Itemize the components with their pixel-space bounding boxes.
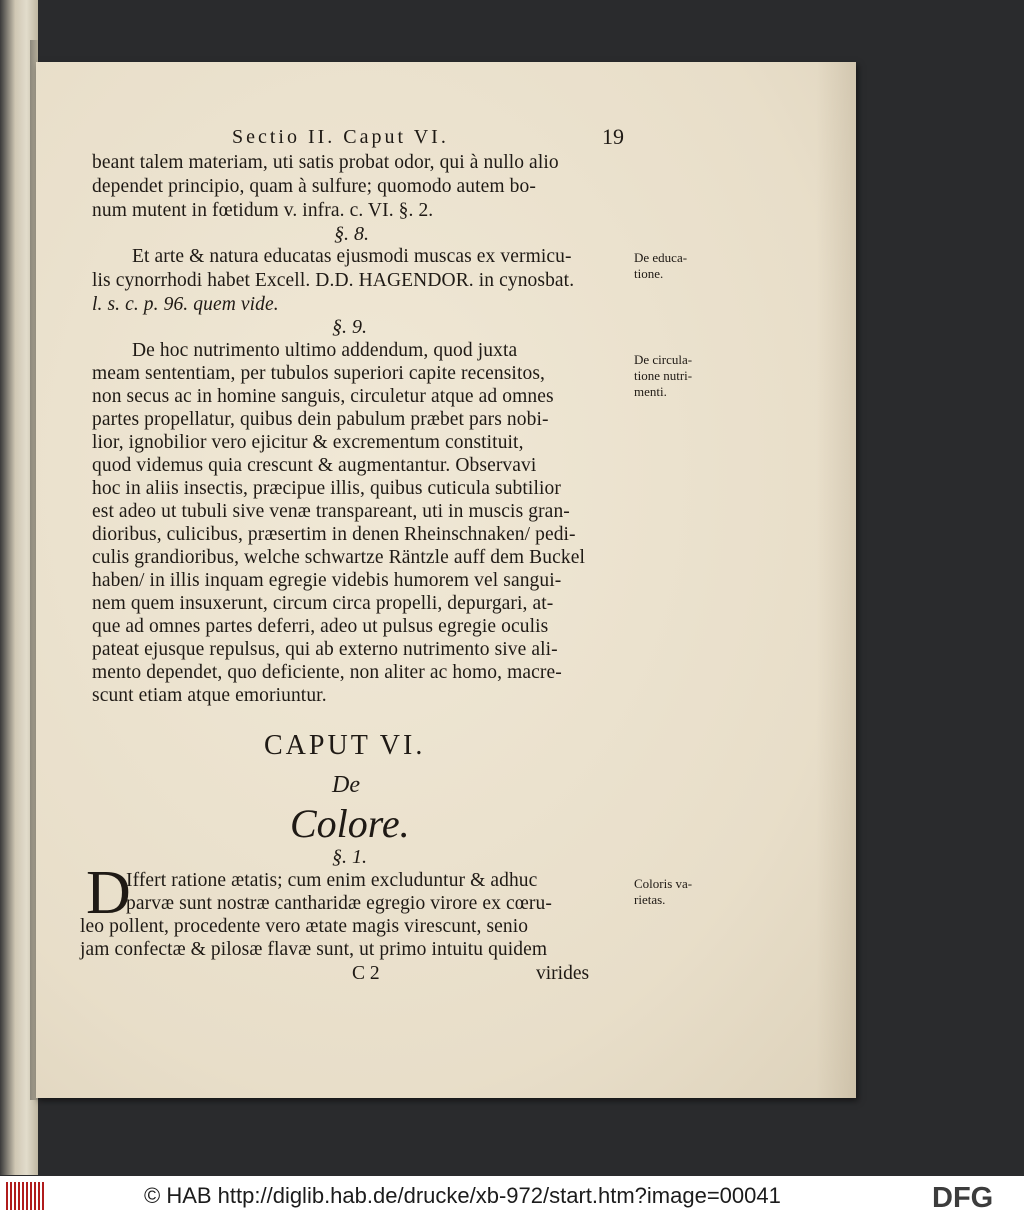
text-line: De hoc nutrimento ultimo addendum, quod juxta [132, 340, 518, 361]
text-line: culis grandioribus, welche schwartze Räntzle auff dem Buckel [92, 547, 585, 568]
page-number: 19 [602, 124, 624, 149]
catchword: virides [536, 963, 590, 984]
dfg-logo-icon [930, 1181, 1018, 1211]
chapter-subject: Colore. [290, 801, 410, 846]
drop-capital: D [86, 859, 131, 927]
text-line: lior, ignobilior vero ejicitur & excrementum constituit, [92, 432, 524, 453]
text-line: pateat ejusque repulsus, qui ab externo nutrimento sive ali- [92, 639, 558, 660]
section-mark-8: §. 8. [334, 223, 369, 245]
text-line: l. s. c. p. 96. quem vide. [92, 294, 279, 315]
text-line: meam sententiam, per tubulos superiori capite recensitos, [92, 363, 545, 384]
marginal-line: menti. [634, 384, 667, 399]
section-mark-1: §. 1. [332, 846, 367, 868]
marginal-line: rietas. [634, 892, 666, 907]
text-line: partes propellatur, quibus dein pabulum præbet pars nobi- [92, 409, 549, 430]
page-shade [816, 62, 856, 1098]
text-line: scunt etiam atque emoriuntur. [92, 685, 327, 706]
text-line: non secus ac in homine sanguis, circuletur atque ad omnes [92, 386, 554, 407]
marginal-line: De educa- [634, 250, 688, 265]
text-line: haben/ in illis inquam egregie videbis humorem vel sangui- [92, 570, 562, 591]
marginal-note-coloris [634, 876, 692, 908]
text-line: que ad omnes partes deferri, adeo ut pulsus egregie oculis [92, 616, 549, 637]
chapter-de: De [332, 772, 360, 798]
marginal-line: De circula- [634, 352, 693, 367]
chapter-title: CAPUT VI. [264, 730, 426, 761]
text-line: est adeo ut tubuli sive venæ transpareant, uti in muscis gran- [92, 501, 570, 522]
marginal-note-circulatione [634, 352, 692, 400]
footer-bar [0, 1176, 1024, 1216]
marginal-line: tione. [634, 266, 664, 281]
text-line: nem quem insuxerunt, circum circa propelli, depurgari, at- [92, 593, 554, 614]
text-line: mento dependet, quo deficiente, non aliter ac homo, macre- [92, 662, 562, 683]
text-line: dependet principio, quam à sulfure; quomodo autem bo- [92, 176, 536, 197]
text-line: jam confectæ & pilosæ flavæ sunt, ut primo intuitu quidem [80, 939, 548, 960]
text-line: parvæ sunt nostræ cantharidæ egregio virore ex cœru- [126, 893, 552, 914]
marginal-line: tione nutri- [634, 368, 693, 383]
text-line: hoc in aliis insectis, præcipue illis, quibus cuticula subtilior [92, 478, 561, 499]
signature-mark: C 2 [352, 963, 380, 984]
hab-barcode-icon [6, 1182, 46, 1210]
running-header: Sectio II. Caput VI. [232, 126, 449, 148]
section-mark-9: §. 9. [332, 316, 367, 338]
text-line: lis cynorrhodi habet Excell. D.D. HAGENDOR. in cynosbat. [92, 270, 575, 291]
text-line: quod videmus quia crescunt & augmentantur. Observavi [92, 455, 537, 476]
text-line: dioribus, culicibus, præsertim in denen Rheinschnaken/ pedi- [92, 524, 576, 545]
text-line: beant talem materiam, uti satis probat odor, qui à nullo alio [92, 152, 559, 173]
text-line: num mutent in fœtidum v. infra. c. VI. §. 2. [92, 200, 434, 221]
book-page [36, 62, 856, 1098]
dfg-logo-text: DFG [932, 1182, 994, 1211]
copyright-credit[interactable]: © HAB http://diglib.hab.de/drucke/xb-972/start.htm?image=00041 [144, 1183, 781, 1208]
marginal-line: Coloris va- [634, 876, 693, 891]
text-line: Iffert ratione ætatis; cum enim excluduntur & adhuc [126, 870, 538, 891]
marginal-note-educatione [634, 250, 687, 282]
text-line: Et arte & natura educatas ejusmodi muscas ex vermicu- [132, 246, 572, 267]
text-line: leo pollent, procedente vero ætate magis virescunt, senio [80, 916, 529, 937]
